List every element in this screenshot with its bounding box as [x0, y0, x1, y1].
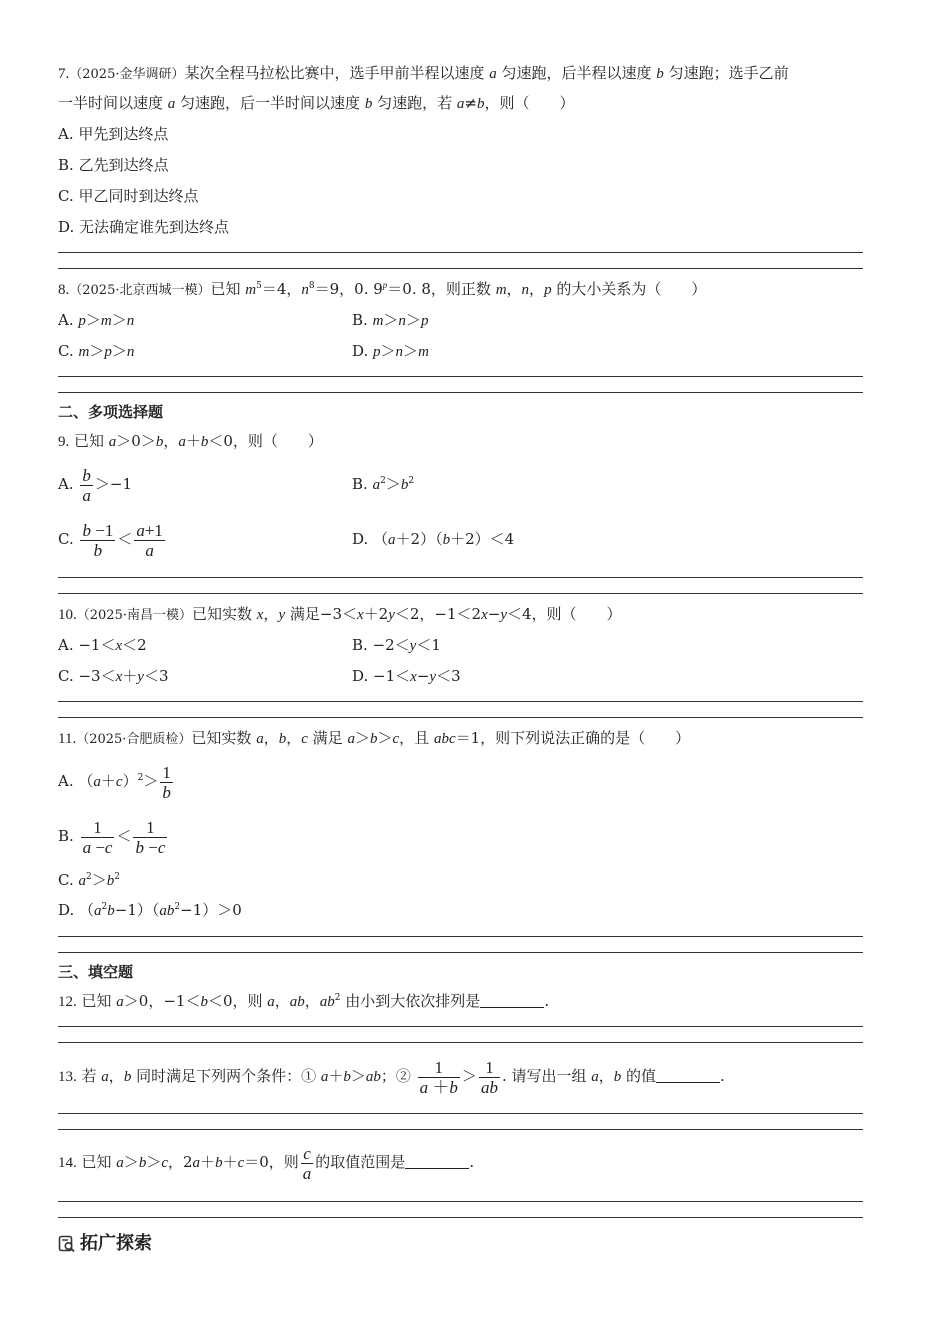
- q8-option-b[interactable]: B. m＞n＞p: [352, 311, 429, 329]
- q8-stem: 8.（2025·北京西城一模）已知 $m^5=4$，$n^8=9$，0. $9^p=0$. 8，则正数 m，n，p 的大小关系为（ ）: [58, 280, 707, 298]
- section-heading-multiple-choice: 二、多项选择题: [58, 403, 164, 421]
- q11-option-c[interactable]: C. $a^2>b^2$: [58, 871, 120, 889]
- q7-line2: 一半时间以速度 a 匀速跑，后一半时间以速度 b 匀速跑，若 a≠b，则（ ）: [58, 94, 575, 112]
- q10-option-b[interactable]: B. −2＜y＜1: [352, 636, 441, 654]
- answer-line: [58, 1201, 863, 1202]
- q7-option-d[interactable]: D. 无法确定谁先到达终点: [58, 218, 230, 236]
- answer-blank[interactable]: [656, 1068, 720, 1083]
- q10-stem: 10.（2025·南昌一模）已知实数 x，y 满足−3＜x＋2y＜2，−1＜2x−y＜4，则（ ）: [58, 605, 622, 623]
- q9-option-b[interactable]: B. $a^2>b^2$: [352, 475, 415, 493]
- answer-line: [58, 392, 863, 393]
- answer-line: [58, 252, 863, 253]
- answer-line: [58, 717, 863, 718]
- q9-option-d[interactable]: D. （a＋2）（b＋2）＜4: [352, 530, 515, 548]
- q8-option-c[interactable]: C. m＞p＞n: [58, 342, 135, 360]
- question-12: 12. 已知 a＞0，−1＜b＜0，则 a，ab，$ab^2$ 由小到大依次排列是 .: [58, 992, 550, 1010]
- answer-line: [58, 952, 863, 953]
- q7-source: （2025·金华调研）: [69, 67, 185, 82]
- q7-line1: 7.（2025·金华调研）某次全程马拉松比赛中，选手甲前半程以速度 a 匀速跑，后半程以速度 b 匀速跑；选手乙前: [58, 64, 789, 82]
- q11-option-a[interactable]: A. $(a+c)^2>$ $\frac{1}{b}$: [58, 762, 171, 802]
- answer-line: [58, 268, 863, 269]
- answer-line: [58, 1042, 863, 1043]
- answer-line: [58, 701, 863, 702]
- section-heading-explore: [58, 1232, 152, 1256]
- answer-line: [58, 1129, 863, 1130]
- q10-source: （2025·南昌一模）: [76, 608, 192, 623]
- question-14: 14. 已知 a＞b＞c，2a＋b＋c＝0，则 $\frac{c}{a}$ 的取值范围是 .: [58, 1143, 475, 1183]
- q11-option-d[interactable]: D. $(a^2b-1)(ab^2-1)>0$: [58, 901, 242, 919]
- answer-line: [58, 936, 863, 937]
- q9-option-c[interactable]: C. $\frac{b -1}{b}$ ＜ $\frac{a+1}{a}$: [58, 520, 163, 560]
- q7-option-c[interactable]: C. 甲乙同时到达终点: [58, 187, 199, 205]
- q11-source: （2025·合肥质检）: [76, 732, 192, 747]
- q10-option-c[interactable]: C. −3＜x＋y＜3: [58, 667, 169, 685]
- q7-option-b[interactable]: B. 乙先到达终点: [58, 156, 169, 174]
- answer-line: [58, 376, 863, 377]
- answer-line: [58, 1113, 863, 1114]
- q8-option-d[interactable]: D. p＞n＞m: [352, 342, 429, 360]
- answer-line: [58, 577, 863, 578]
- explore-title: 拓广探索: [80, 1233, 152, 1254]
- answer-line: [58, 1217, 863, 1218]
- q9-stem: 9. 已知 a＞0＞b，a＋b＜0，则（ ）: [58, 432, 323, 450]
- q7-option-a[interactable]: A. 甲先到达终点: [58, 125, 169, 143]
- answer-line: [58, 1026, 863, 1027]
- q11-option-b[interactable]: B. $\frac{1}{a -c}$ ＜ $\frac{1}{b -c}$: [58, 817, 166, 857]
- q10-option-a[interactable]: A. −1＜x＜2: [58, 636, 147, 654]
- q8-option-a[interactable]: A. p＞m＞n: [58, 311, 135, 329]
- section-heading-fill-in: 三、填空题: [58, 963, 134, 981]
- answer-blank[interactable]: [405, 1154, 469, 1169]
- answer-blank[interactable]: [480, 993, 544, 1008]
- question-13: 13. 若 a，b 同时满足下列两个条件：① a＋b＞ab；② $\frac{1}{a +b}$ ＞ $\frac{1}{ab}$ . 请写出一组 a，b 的值 .: [58, 1057, 725, 1097]
- search-document-icon: [58, 1235, 76, 1253]
- q9-option-a[interactable]: A. $\frac{b}{a}$ ＞−1: [58, 465, 132, 505]
- q8-source: （2025·北京西城一模）: [69, 283, 211, 298]
- q10-option-d[interactable]: D. −1＜x−y＜3: [352, 667, 461, 685]
- answer-line: [58, 593, 863, 594]
- q11-stem: 11.（2025·合肥质检）已知实数 a，b，c 满足 a＞b＞c，且 abc＝1，则下列说法正确的是（ ）: [58, 729, 691, 747]
